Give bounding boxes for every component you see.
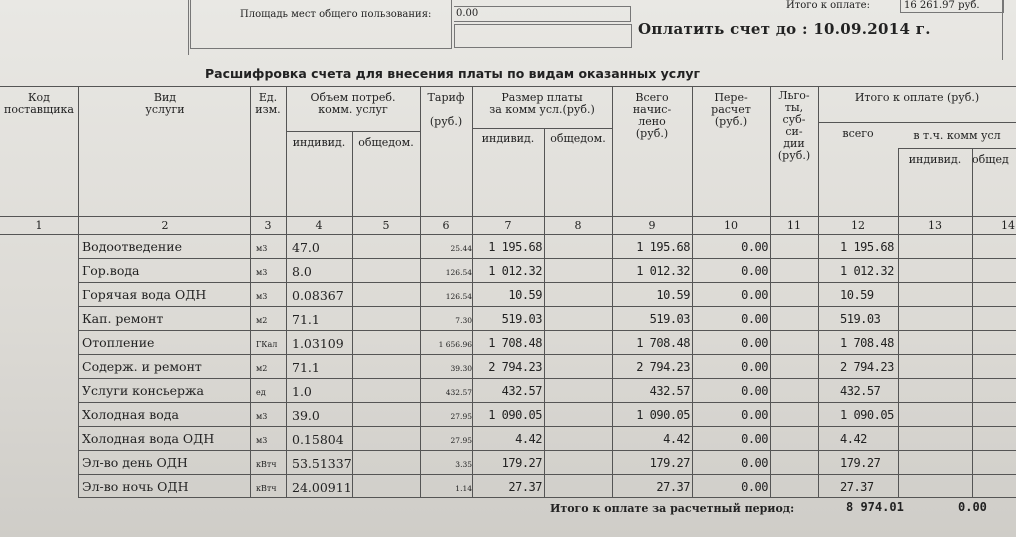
tariff: 1.14 [455, 484, 472, 493]
payment-individ: 179.27 [501, 456, 542, 470]
unit: м2 [256, 364, 268, 373]
tariff: 25.44 [450, 244, 472, 253]
section-title: Расшифровка счета для внесения платы по видам оказанных услуг [205, 66, 701, 81]
volume-individ: 24.00911 [292, 480, 352, 495]
total-charged: 27.37 [656, 480, 690, 494]
column-number: 3 [264, 219, 272, 232]
header-tariff: Тариф (руб.) [427, 91, 465, 128]
recalc: 0.00 [741, 264, 768, 278]
header-individ-13: индивид. [908, 153, 962, 166]
unit: м3 [256, 412, 268, 421]
total-to-pay: 2 794.23 [840, 360, 894, 374]
unit: м3 [256, 292, 268, 301]
volume-individ: 8.0 [292, 264, 312, 279]
total-to-pay: 1 708.48 [840, 336, 894, 350]
unit: м2 [256, 316, 268, 325]
volume-individ: 39.0 [292, 408, 320, 423]
footer-total: 8 974.01 [846, 500, 904, 514]
area-value: 0.00 [456, 8, 479, 19]
total-to-pay: 10.59 [840, 288, 874, 302]
payment-individ: 1 708.48 [488, 336, 542, 350]
column-number: 10 [724, 219, 738, 232]
header-total-to-pay: Итого к оплате (руб.) [854, 91, 980, 104]
payment-individ: 519.03 [501, 312, 542, 326]
recalc: 0.00 [741, 408, 768, 422]
service-name: Водоотведение [82, 239, 182, 254]
column-number: 11 [787, 219, 801, 232]
total-to-pay: 4.42 [840, 432, 867, 446]
volume-individ: 0.08367 [292, 288, 344, 303]
recalc: 0.00 [741, 312, 768, 326]
tariff: 39.30 [450, 364, 472, 373]
total-charged: 179.27 [649, 456, 690, 470]
total-charged: 4.42 [663, 432, 690, 446]
header-supplier-code: Код поставщика [4, 91, 74, 116]
column-number: 6 [442, 219, 450, 232]
tariff: 3.35 [455, 460, 472, 469]
recalc: 0.00 [741, 432, 768, 446]
footer-label: Итого к оплате за расчетный период: [550, 502, 795, 515]
total-to-pay: 27.37 [840, 480, 874, 494]
volume-individ: 71.1 [292, 312, 320, 327]
unit: ед [256, 388, 266, 397]
payment-individ: 4.42 [515, 432, 542, 446]
header-unit: Ед. изм. [255, 91, 281, 116]
header-incl-comm: в т.ч. комм усл [913, 129, 1001, 142]
total-to-pay: 179.27 [840, 456, 881, 470]
service-name: Гор.вода [82, 263, 140, 278]
total-charged: 1 195.68 [636, 240, 690, 254]
column-number: 13 [928, 219, 942, 232]
column-number: 9 [648, 219, 656, 232]
header-total-all: всего [842, 127, 874, 140]
service-name: Холодная вода [82, 407, 179, 422]
total-to-pay: 1 090.05 [840, 408, 894, 422]
volume-individ: 1.03109 [292, 336, 344, 351]
service-name: Горячая вода ОДН [82, 287, 207, 302]
volume-individ: 53.51337 [292, 456, 352, 471]
unit: кВтч [256, 484, 277, 493]
header-benefits: Льго- ты, суб- си- дии (руб.) [777, 89, 811, 162]
unit: ГКал [256, 340, 278, 349]
total-charged: 1 090.05 [636, 408, 690, 422]
area-label: Площадь мест общего пользования: [240, 9, 432, 20]
recalc: 0.00 [741, 240, 768, 254]
total-charged: 10.59 [656, 288, 690, 302]
column-number: 5 [382, 219, 390, 232]
column-number: 2 [161, 219, 169, 232]
tariff: 126.54 [445, 292, 472, 301]
volume-individ: 0.15804 [292, 432, 344, 447]
total-top-label: Итого к оплате: [786, 0, 870, 11]
tariff: 7.30 [455, 316, 472, 325]
pay-until: Оплатить счет до : 10.09.2014 г. [638, 20, 931, 38]
tariff: 1 656.96 [438, 340, 472, 349]
recalc: 0.00 [741, 360, 768, 374]
column-number: 8 [574, 219, 582, 232]
total-charged: 1 708.48 [636, 336, 690, 350]
header-volume: Объем потреб. комм. услуг [310, 91, 396, 116]
unit: м3 [256, 436, 268, 445]
column-number: 1 [35, 219, 43, 232]
volume-individ: 47.0 [292, 240, 320, 255]
header-payment-common: общедом. [550, 132, 606, 145]
tariff: 27.95 [450, 412, 472, 421]
recalc: 0.00 [741, 336, 768, 350]
volume-individ: 71.1 [292, 360, 320, 375]
tariff: 27.95 [450, 436, 472, 445]
recalc: 0.00 [741, 288, 768, 302]
header-common-14: общед [972, 153, 1009, 166]
footer-zero: 0.00 [958, 500, 987, 514]
payment-individ: 432.57 [501, 384, 542, 398]
total-charged: 1 012.32 [636, 264, 690, 278]
column-number: 4 [315, 219, 323, 232]
column-number: 12 [851, 219, 865, 232]
recalc: 0.00 [741, 456, 768, 470]
header-service-type: Вид услуги [145, 91, 185, 116]
unit: м3 [256, 268, 268, 277]
total-to-pay: 519.03 [840, 312, 881, 326]
recalc: 0.00 [741, 480, 768, 494]
total-top-value: 16 261.97 руб. [904, 0, 980, 11]
header-volume-individ: индивид. [292, 136, 346, 149]
service-name: Кап. ремонт [82, 311, 164, 326]
service-name: Холодная вода ОДН [82, 431, 215, 446]
column-number: 7 [504, 219, 512, 232]
service-name: Эл-во ночь ОДН [82, 479, 189, 494]
unit: м3 [256, 244, 268, 253]
payment-individ: 10.59 [508, 288, 542, 302]
header-payment-individ: индивид. [481, 132, 535, 145]
total-to-pay: 432.57 [840, 384, 881, 398]
header-payment-size: Размер платы за комм усл.(руб.) [489, 91, 595, 116]
header-total-charged: Всего начис- лено (руб.) [632, 91, 672, 140]
payment-individ: 1 090.05 [488, 408, 542, 422]
total-charged: 2 794.23 [636, 360, 690, 374]
recalc: 0.00 [741, 384, 768, 398]
column-number: 14 [1001, 219, 1015, 232]
payment-individ: 1 195.68 [488, 240, 542, 254]
service-name: Эл-во день ОДН [82, 455, 188, 470]
payment-individ: 2 794.23 [488, 360, 542, 374]
header-recalc: Пере- расчет (руб.) [711, 91, 751, 128]
payment-individ: 1 012.32 [488, 264, 542, 278]
service-name: Услуги консьержа [82, 383, 205, 398]
total-to-pay: 1 012.32 [840, 264, 894, 278]
total-charged: 432.57 [649, 384, 690, 398]
header-volume-common: общедом. [358, 136, 414, 149]
unit: кВтч [256, 460, 277, 469]
total-to-pay: 1 195.68 [840, 240, 894, 254]
payment-individ: 27.37 [508, 480, 542, 494]
service-name: Отопление [82, 335, 155, 350]
tariff: 432.57 [445, 388, 472, 397]
total-charged: 519.03 [649, 312, 690, 326]
service-name: Содерж. и ремонт [82, 359, 202, 374]
tariff: 126.54 [445, 268, 472, 277]
volume-individ: 1.0 [292, 384, 312, 399]
